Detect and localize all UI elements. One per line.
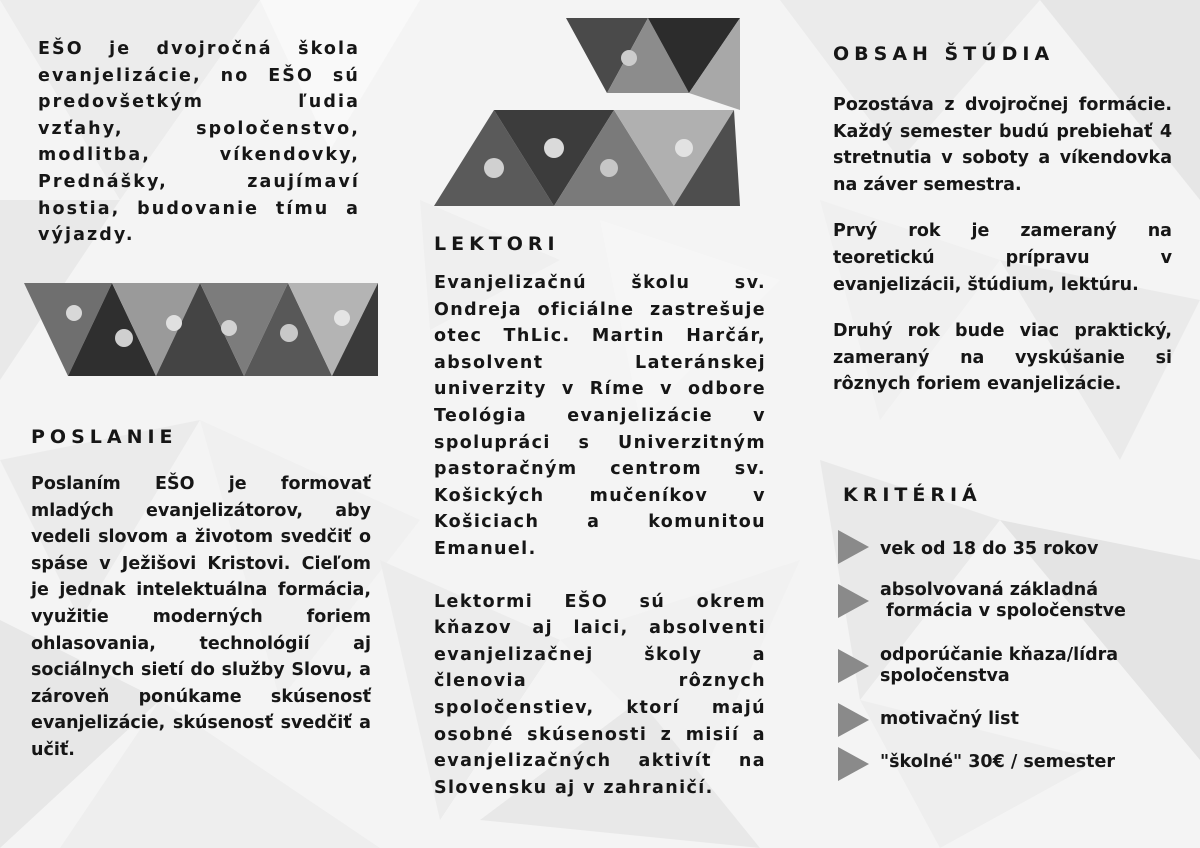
mission-heading: POSLANIE [31,426,178,448]
triangle-bullet-icon [838,703,869,737]
lecturers-paragraph-1: Evanjelizačnú školu sv. Ondreja oficiálne zastrešuje otec ThLic. Martin Harčár, absolvent Lateránskej univerzity v Ríme v odbore Teológia evanjelizácie v spolupráci s Univerzitným pastoračným centrom sv. Košických mučeníkov v Košiciach a komunitou Emanuel. [434,273,766,559]
criteria-item-label: "školné" 30€ / semester [880,752,1116,772]
intro-text: EŠO je dvojročná škola evanjelizácie, no EŠO sú predovšetkým ľudia vzťahy, spoločenstvo, modlitba, víkendovky, Prednášky, zaujímaví hostia, budovanie tímu a výjazdy. [38,39,360,246]
photo-collage-middle [434,18,744,208]
content-paragraph-1: Pozostáva z dvojročnej formácie. Každý semester budú prebiehať 4 stretnutia v soboty a víkendovka na záver semestra. [833,95,1172,195]
triangle-bullet-icon [838,530,869,564]
left-column [38,36,360,249]
criteria-item-label-line2: formácia v spoločenstve [880,601,1126,621]
lecturers-section [434,233,769,255]
lecturers-paragraph-2: Lektormi EŠO sú okrem kňazov aj laici, absolventi evanjelizačnej školy a členovia rôznych spoločenstiev, ktorí majú osobné skúsenosti z misií a evanjelizačných aktivít na Slovensku aj v zahraničí. [434,591,766,798]
lecturers-heading: LEKTORI [434,233,560,255]
content-section [833,43,1173,65]
content-body [833,92,1172,398]
criteria-item-label: odporúčanie kňaza/lídra [880,645,1119,665]
triangle-bullet-icon [838,649,869,683]
criteria-list [838,525,1178,795]
criteria-item-label-line2: spoločenstva [880,666,1010,686]
content-paragraph-3: Druhý rok bude viac praktický, zameraný na vyskúšanie si rôznych foriem evanjelizácie. [833,321,1172,395]
mission-body [31,471,371,764]
content-paragraph-2: Prvý rok je zameraný na teoretickú prípravu v evanjelizácii, štúdium, lektúru. [833,221,1172,295]
triangle-bullet-icon [838,584,869,618]
criteria-item-label: absolvovaná základná [880,580,1099,600]
mission-section [31,426,371,448]
mission-text: Poslaním EŠO je formovať mladých evanjelizátorov, aby vedeli slovom a životom svedčiť o spáse v Ježišovi Kristovi. Cieľom je jednak intelektuálna formácia, využitie moderných foriem ohlasovania, technológií aj sociálnych sietí do služby Slovu, a zároveň ponúkame skúsenosť evanjelizácie, skúsenosť svedčiť a učiť. [31,474,371,760]
photo-strip-left [24,283,378,378]
criteria-section [843,484,1143,506]
criteria-item-label: vek od 18 do 35 rokov [880,539,1099,559]
criteria-heading: KRITÉRIÁ [843,484,982,506]
triangle-bullet-icon [838,747,869,781]
criteria-item-label: motivačný list [880,709,1019,729]
lecturers-body [434,270,766,801]
content-heading: OBSAH ŠTÚDIA [833,43,1055,65]
